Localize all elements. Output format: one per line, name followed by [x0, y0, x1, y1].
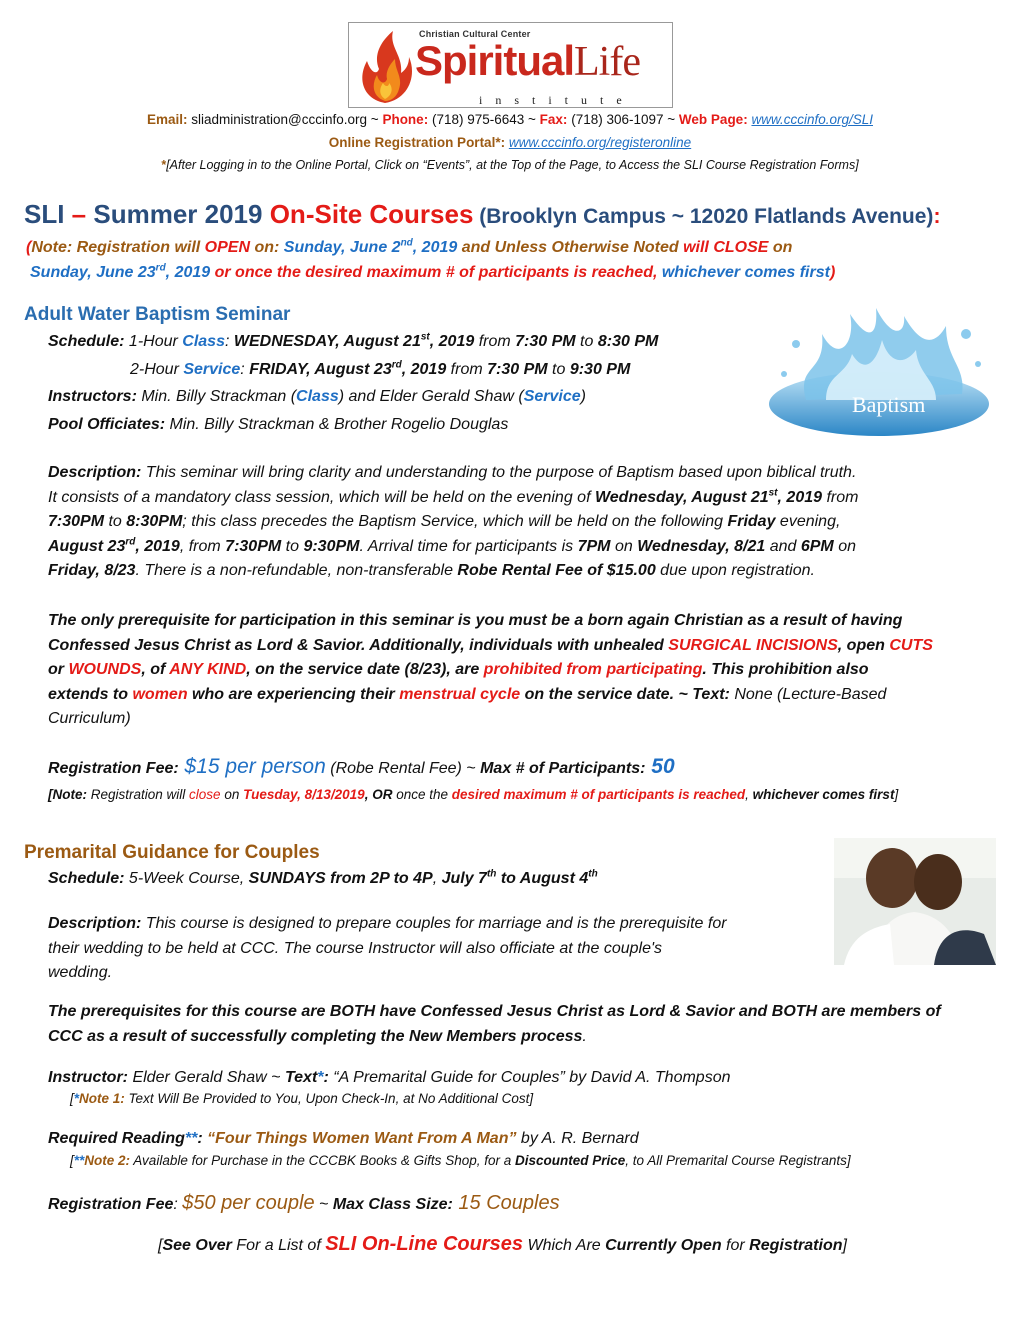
flame-icon	[355, 29, 415, 105]
portal-instructions: *[After Logging in to the Online Portal, Click on “Events”, at the Top of the Page, to Access the SLI Course Registration Forms]	[161, 158, 859, 172]
email-value: sliadministration@cccinfo.org	[191, 112, 368, 127]
premarital-note-1: [*Note 1: Text Will Be Provided to You, Upon Check-In, at No Additional Cost]	[70, 1091, 534, 1106]
baptism-fee-note: [Note: Registration will close on Tuesday, 8/13/2019, OR once the desired maximum # of participants is reached, whichever comes first]	[48, 787, 899, 802]
baptism-fee-line: Registration Fee: $15 per person (Robe Rental Fee) ~ Max # of Participants: 50	[48, 755, 675, 778]
phone-value: (718) 975-6643	[431, 112, 525, 127]
premarital-prerequisites: The prerequisites for this course are BOTH have Confessed Jesus Christ as Lord & Savior and BOTH are members of CCC as a result of successfully completing the New Members process.	[48, 1003, 941, 1045]
baptism-instructors: Instructors: Min. Billy Strackman (Class) and Elder Gerald Shaw (Service)	[48, 388, 586, 405]
premarital-required-reading: Required Reading**: “Four Things Women Want From A Man” by A. R. Bernard	[48, 1130, 639, 1147]
baptism-schedule-1: Schedule: 1-Hour Class: WEDNESDAY, August 21st, 2019 from 7:30 PM to 8:30 PM	[48, 331, 659, 350]
page-title: SLI – Summer 2019 On-Site Courses (Brooklyn Campus ~ 12020 Flatlands Avenue):	[24, 199, 941, 229]
registration-note-line2: Sunday, June 23rd, 2019 or once the desired maximum # of participants is reached, whichever comes first)	[30, 262, 836, 281]
premarital-section-title: Premarital Guidance for Couples	[24, 842, 320, 863]
premarital-instructor: Instructor: Elder Gerald Shaw ~ Text*: “A Premarital Guide for Couples” by David A. Thompson	[48, 1069, 731, 1086]
premarital-note-2: [**Note 2: Available for Purchase in the CCCBK Books & Gifts Shop, for a Discounted Price, to All Premarital Course Registrants]	[70, 1153, 851, 1168]
registration-note-line1: (Note: Registration will OPEN on: Sunday, June 2nd, 2019 and Unless Otherwise Noted will CLOSE on	[26, 237, 793, 256]
premarital-schedule: Schedule: 5-Week Course, SUNDAYS from 2P to 4P, July 7th to August 4th	[48, 868, 598, 887]
logo-institute-text: institute	[479, 93, 635, 107]
logo-top-text: Christian Cultural Center	[419, 29, 531, 39]
baptism-image	[766, 304, 992, 436]
fax-value: (718) 306-1097	[571, 112, 664, 127]
contact-line: Email: sliadministration@cccinfo.org ~ Phone: (718) 975-6643 ~ Fax: (718) 306-1097 ~ Web Page: www.cccinfo.org/SLI	[146, 112, 873, 127]
baptism-prerequisites: The only prerequisite for participation in this seminar is you must be a born again Christian as a result of having Confessed Jesus Christ as Lord & Savior. Additionally, individuals with unhealed SURGICAL INCISIONS, open CUTS or WOUNDS, of ANY KIND, on the service date (8/23), are prohibited from participating. This prohibition also extends to women who are experiencing their menstrual cycle on the service date. ~ Text: None (Lecture-Based Curriculum)	[48, 612, 933, 727]
web-page-link[interactable]: www.cccinfo.org/SLI	[751, 112, 873, 127]
premarital-fee-line: Registration Fee: $50 per couple ~ Max Class Size: 15 Couples	[48, 1192, 560, 1214]
registration-portal-link[interactable]: www.cccinfo.org/registeronline	[508, 135, 692, 150]
baptism-section-title: Adult Water Baptism Seminar	[24, 304, 291, 325]
couple-photo-icon	[834, 838, 996, 965]
logo-wordmark: SpiritualLife	[415, 37, 640, 85]
baptism-schedule-2: 2-Hour Service: FRIDAY, August 23rd, 2019 from 7:30 PM to 9:30 PM	[130, 359, 631, 378]
baptism-description: Description: This seminar will bring clarity and understanding to the purpose of Baptism based upon biblical truth. It consists of a mandatory class session, which will be held on the evening of Wednesday, August 21st, 2019 from 7:30PM to 8:30PM; this class precedes the Baptism Service, which will be held on the following Friday evening, August 23rd, 2019, from 7:30PM to 9:30PM. Arrival time for participants is 7PM on Wednesday, 8/21 and 6PM on Friday, 8/23. There is a non-refundable, non-transferable Robe Rental Fee of $15.00 due upon registration.	[48, 464, 859, 579]
couple-image	[834, 838, 996, 965]
premarital-description: Description: This course is designed to prepare couples for marriage and is the prerequisite for their wedding to be held at CCC. The course Instructor will also officiate at the couple's wedding.	[48, 915, 727, 981]
see-over-footer: [See Over For a List of SLI On-Line Courses Which Are Currently Open for Registration]	[158, 1233, 847, 1255]
baptism-pool-officiates: Pool Officiates: Min. Billy Strackman & Brother Rogelio Douglas	[48, 416, 509, 433]
spiritual-life-logo	[348, 22, 673, 108]
baptism-image-caption: Baptism	[852, 392, 926, 417]
portal-line: Online Registration Portal*: www.cccinfo.org/registeronline	[328, 135, 692, 150]
